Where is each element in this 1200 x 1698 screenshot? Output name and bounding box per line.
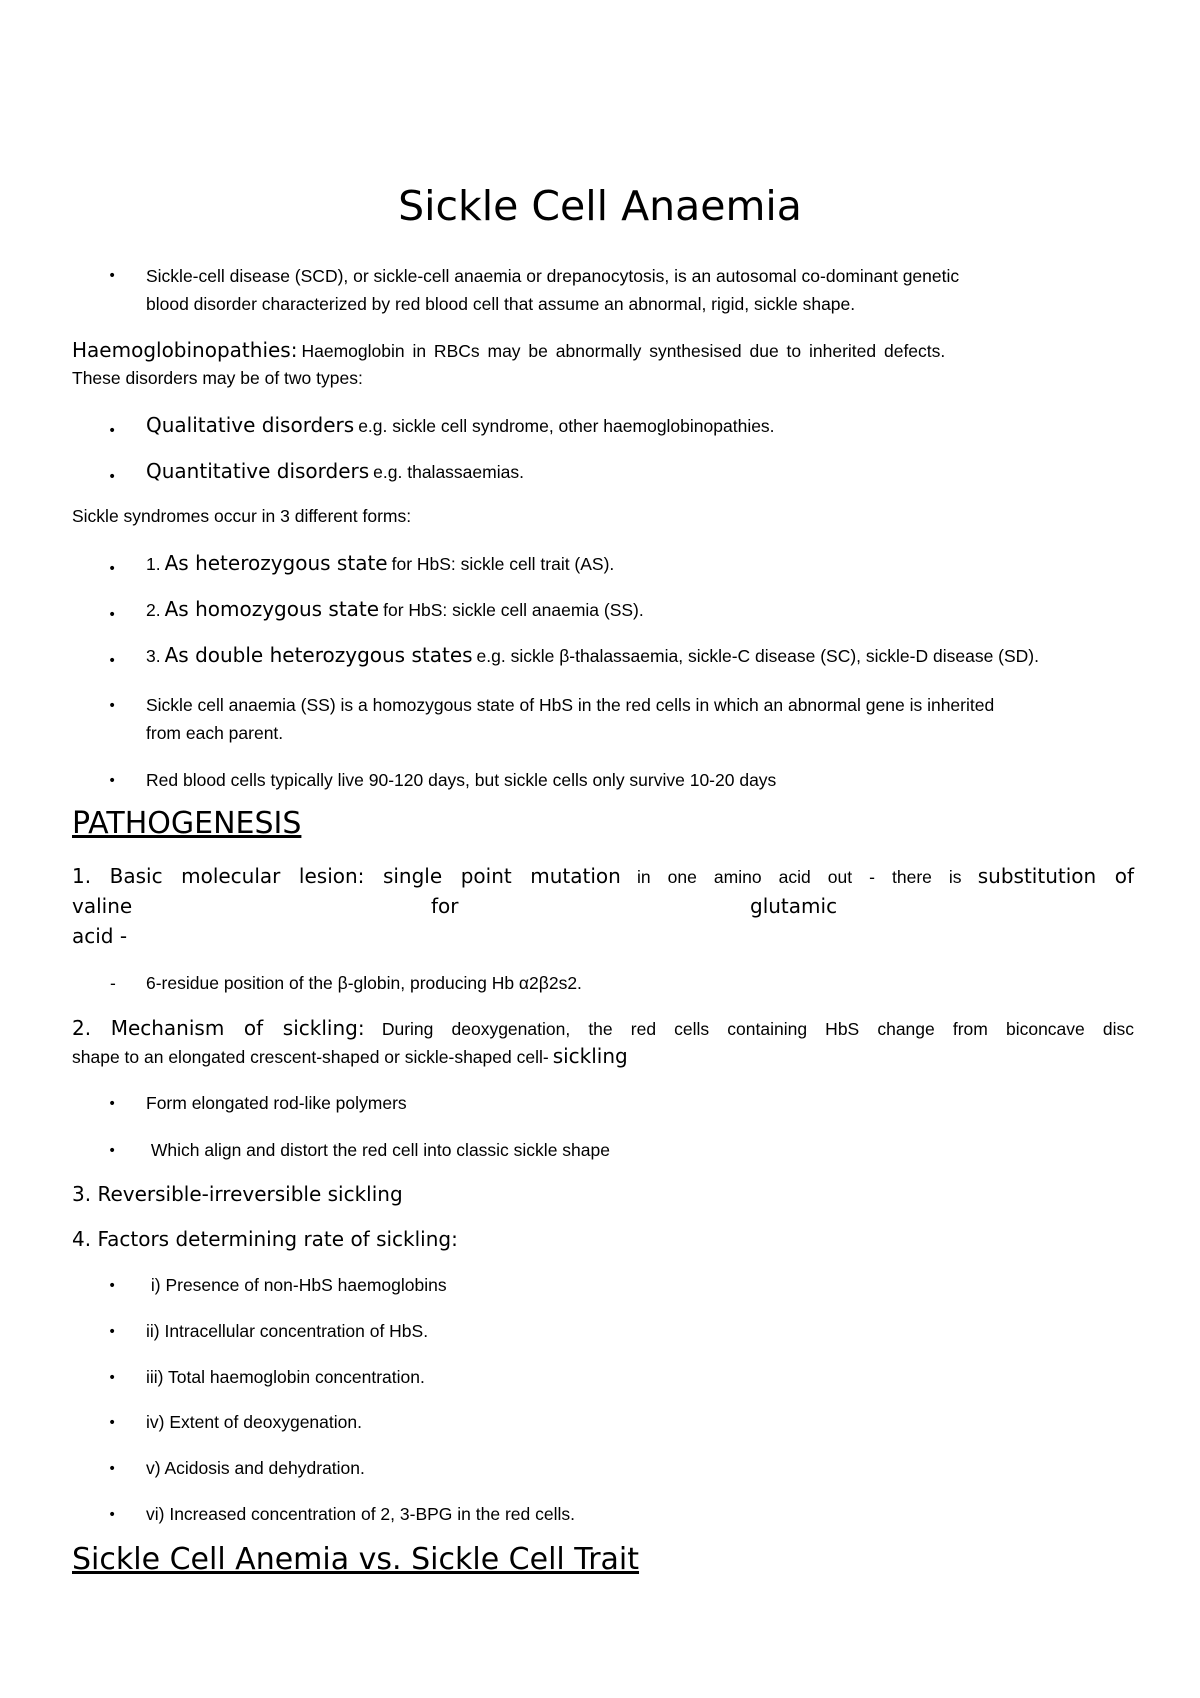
factors-heading: 4. Factors determining rate of sickling: bbox=[72, 1227, 458, 1251]
ss-line-1: Sickle cell anaemia (SS) is a homozygous state of HbS in the red cells in which an abnormal gene is inherited bbox=[146, 695, 995, 715]
bullet-icon: • bbox=[108, 1415, 117, 1431]
type-lead: Quantitative disorders bbox=[146, 459, 370, 483]
type-lead: Qualitative disorders bbox=[146, 413, 355, 437]
type-text: e.g. sickle cell syndrome, other haemoglobinopathies. bbox=[358, 416, 775, 436]
mutation-word-glutamic: glutamic bbox=[750, 894, 838, 918]
bullet-icon: • bbox=[108, 1507, 117, 1523]
bullet-icon: • bbox=[108, 773, 117, 789]
form-text: e.g. sickle β-thalassaemia, sickle-C disease (SC), sickle-D disease (SD). bbox=[476, 646, 1039, 666]
bullet-icon: • bbox=[108, 561, 117, 577]
mutation-line-3: acid - bbox=[72, 924, 128, 948]
form-text: for HbS: sickle cell anaemia (SS). bbox=[383, 600, 644, 620]
mechanism-bullet-1: Form elongated rod-like polymers bbox=[146, 1093, 407, 1113]
mutation-tail: substitution of bbox=[977, 864, 1135, 888]
factor-item: vi) Increased concentration of 2, 3-BPG in the red cells. bbox=[146, 1504, 575, 1524]
mechanism-text: During deoxygenation, the red cells containing HbS change from biconcave disc bbox=[381, 1019, 1135, 1039]
page-title: Sickle Cell Anaemia bbox=[398, 182, 802, 230]
form-text: for HbS: sickle cell trait (AS). bbox=[391, 554, 615, 574]
ss-line-2: from each parent. bbox=[146, 723, 284, 743]
mutation-word-for: for bbox=[431, 894, 459, 918]
factor-item: i) Presence of non-HbS haemoglobins bbox=[146, 1275, 447, 1295]
pathogenesis-heading: PATHOGENESIS bbox=[72, 806, 302, 841]
bullet-icon: • bbox=[108, 607, 117, 623]
bullet-icon: • bbox=[108, 1461, 117, 1477]
form-num: 2. bbox=[146, 600, 161, 620]
bullet-icon: • bbox=[108, 1324, 117, 1340]
lifespan-text: Red blood cells typically live 90-120 days, but sickle cells only survive 10-20 days bbox=[146, 770, 777, 790]
form-item-3 bbox=[146, 641, 1039, 671]
type-quantitative bbox=[146, 457, 524, 487]
factor-item: v) Acidosis and dehydration. bbox=[146, 1458, 365, 1478]
mechanism-line-2 bbox=[72, 1042, 628, 1072]
bullet-icon: • bbox=[108, 423, 117, 439]
factor-item: iii) Total haemoglobin concentration. bbox=[146, 1367, 425, 1387]
haemo-paragraph bbox=[72, 336, 945, 366]
bullet-icon: • bbox=[108, 698, 117, 714]
intro-line-1: Sickle-cell disease (SCD), or sickle-cell anaemia or drepanocytosis, is an autosomal co-dominant genetic bbox=[146, 266, 960, 286]
mechanism-text-2: shape to an elongated crescent-shaped or sickle-shaped cell- bbox=[72, 1047, 549, 1067]
haemo-text: Haemoglobin in RBCs may be abnormally synthesised due to inherited defects. bbox=[301, 341, 946, 361]
bullet-icon: • bbox=[108, 469, 117, 485]
forms-intro: Sickle syndromes occur in 3 different forms: bbox=[72, 506, 412, 526]
mechanism-lead: 2. Mechanism of sickling: bbox=[72, 1016, 365, 1040]
comparison-heading: Sickle Cell Anemia vs. Sickle Cell Trait bbox=[72, 1542, 640, 1577]
form-item-1 bbox=[146, 549, 614, 579]
bullet-icon: • bbox=[108, 653, 117, 669]
form-num: 1. bbox=[146, 554, 161, 574]
bullet-icon: • bbox=[108, 1096, 117, 1112]
bullet-icon: • bbox=[108, 1143, 117, 1159]
mechanism-bullet-2: Which align and distort the red cell into classic sickle shape bbox=[146, 1140, 610, 1160]
type-text: e.g. thalassaemias. bbox=[373, 462, 524, 482]
form-num: 3. bbox=[146, 646, 161, 666]
mutation-line-1 bbox=[72, 862, 1134, 892]
mechanism-line-1 bbox=[72, 1014, 1134, 1044]
factor-item: iv) Extent of deoxygenation. bbox=[146, 1412, 362, 1432]
bullet-icon: • bbox=[108, 1278, 117, 1294]
haemo-line-2: These disorders may be of two types: bbox=[72, 368, 363, 388]
bullet-icon: • bbox=[108, 268, 117, 284]
mechanism-tail: sickling bbox=[552, 1044, 628, 1068]
form-item-2 bbox=[146, 595, 644, 625]
reversible-heading: 3. Reversible-irreversible sickling bbox=[72, 1182, 403, 1206]
form-lead: As homozygous state bbox=[164, 597, 380, 621]
haemo-label: Haemoglobinopathies: bbox=[72, 338, 298, 362]
mutation-word-valine: valine bbox=[72, 894, 133, 918]
dash-marker: - bbox=[110, 973, 116, 993]
globin-text: 6-residue position of the β-globin, producing Hb α2β2s2. bbox=[146, 973, 582, 993]
form-lead: As heterozygous state bbox=[164, 551, 388, 575]
mutation-text: in one amino acid out - there is bbox=[637, 867, 962, 887]
type-qualitative bbox=[146, 411, 775, 441]
intro-line-2: blood disorder characterized by red blood cell that assume an abnormal, rigid, sickle shape. bbox=[146, 294, 856, 314]
factor-item: ii) Intracellular concentration of HbS. bbox=[146, 1321, 429, 1341]
mutation-lead: 1. Basic molecular lesion: single point mutation bbox=[72, 864, 621, 888]
bullet-icon: • bbox=[108, 1370, 117, 1386]
form-lead: As double heterozygous states bbox=[164, 643, 473, 667]
